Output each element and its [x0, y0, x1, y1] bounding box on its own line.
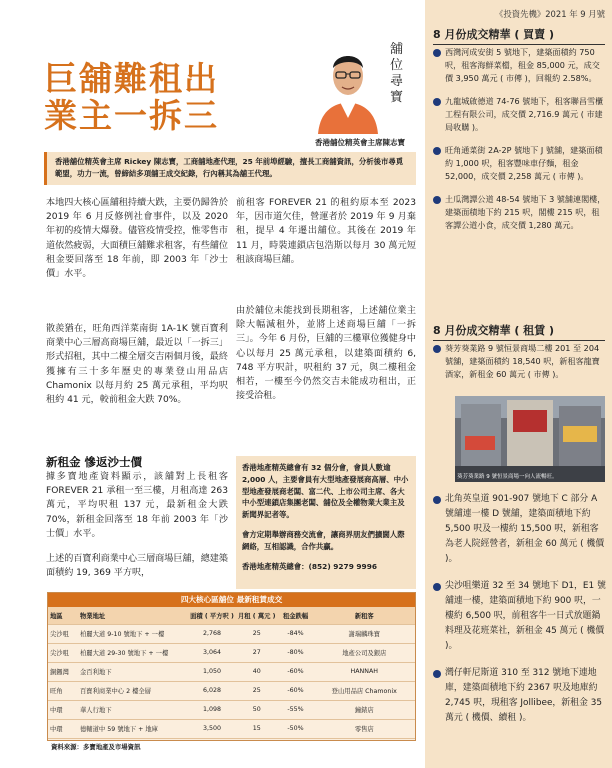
mall-photo-graphic: [455, 396, 605, 482]
table-cell: HANNAH: [314, 662, 415, 681]
article-paragraph: 前租客 FOREVER 21 的租約原本至 2023 年，因市道欠佳，營運者於 2019 年 9 月棄租，提早 4 年遷出舖位。其後在 2019 年 11 月，時裝連鎖店包浩斯以每月 30 萬元短租該商場巨舖。: [236, 198, 416, 265]
table-cell: 尖沙咀: [48, 624, 78, 643]
list-item: [433, 95, 607, 134]
table-cell: 3,500: [188, 719, 236, 738]
table-cell: 15: [236, 719, 278, 738]
table-header: 新租客: [314, 607, 415, 624]
bullet-icon: [433, 345, 441, 353]
table-cell: 2,768: [188, 624, 236, 643]
table-cell: -60%: [278, 662, 314, 681]
table-cell: 1,098: [188, 700, 236, 719]
association-ad-box: [236, 456, 416, 589]
list-item: [433, 144, 607, 183]
sidebar-column: [425, 0, 612, 768]
lease-list-top: [433, 342, 607, 381]
table-row: [48, 719, 415, 738]
list-item-text: 西灣河成安街 5 號地下，建築面積約 750 呎，租客海鮮菜檔，租金 85,000 元，成交價 3,950 萬元 ( 市傳 )，回報約 2.58%。: [445, 47, 600, 83]
article-paragraph: 由於舖位未能找到長期租客，上述舖位業主除大幅減租外，並將上述商場巨舖「一拆三」。今年 6 月份，巨舖的三樓單位獲健身中心以每月 25 萬元承租，以建築面積約 6, 748 平方呎計，呎租約 37 元，與二樓租金相若，一樓至今仍然交吉未能成功租出，正接受洽租。: [236, 306, 416, 402]
table-cell: 27: [236, 643, 278, 662]
table-cell: 德輔道中 59 號地下 + 地庫: [78, 719, 188, 738]
photo-caption: 香港舖位精英會主席陳志寶: [315, 138, 405, 147]
list-item: [433, 579, 607, 654]
intro-box: 香港舖位精英會主席 Rickey 陳志寶，工商舖地產代理，25 年前埠經驗，擅長工商舖資訊，分析後市尋覓範盟，功力一流，曾締結多項舖王成交紀錄，行內稱其為舖王代理。: [44, 152, 416, 185]
lease-table: [47, 592, 416, 751]
ad-paragraph: 會方定期舉辦商務交流會，讓商界朋友們擴闊人際網絡，互相認識，合作共贏。: [242, 529, 405, 551]
table-header: 地區: [48, 607, 78, 624]
bullet-icon: [433, 98, 441, 106]
table-cell: 50: [236, 700, 278, 719]
lease-table-grid: [48, 607, 415, 739]
lease-section-title: 8 月份成交精華 ( 租賃 ): [433, 322, 605, 341]
list-item: [433, 46, 607, 85]
list-item-text: 葵芳葵業路 9 號恒景商場二樓 201 至 204 號舖，建築面積約 18,540 呎，新租客龍寶酒家，新租金 60 萬元 ( 市傳 )。: [445, 343, 600, 379]
article-subheading: 新租金 慘返沙士價: [46, 455, 143, 469]
table-cell: 1,050: [188, 662, 236, 681]
table-header: 租金跌幅: [278, 607, 314, 624]
table-source: 資料來源：多寶地產及市場資訊: [51, 742, 141, 751]
table-cell: 柏麗大道 29-30 號地下 + 一樓: [78, 643, 188, 662]
table-cell: -55%: [278, 700, 314, 719]
headline: [44, 60, 234, 134]
table-cell: 百寶利商業中心 2 樓全層: [78, 681, 188, 700]
list-item-text: 旺角通菜街 2A-2P 號地下 J 號舖，建築面積約 1,000 呎，租客豐味車仔麵，租金 52,000，成交價 2,258 萬元 ( 市傳 )。: [445, 145, 603, 181]
table-cell: 登山用品店 Chamonix: [314, 681, 415, 700]
bullet-icon: [433, 583, 441, 591]
bullet-icon: [433, 670, 441, 678]
table-cell: -84%: [278, 624, 314, 643]
table-cell: 華人行地下: [78, 700, 188, 719]
table-header-row: [48, 607, 415, 624]
sales-list: [433, 46, 607, 232]
table-header: 物業地址: [78, 607, 188, 624]
table-cell: 金百利地下: [78, 662, 188, 681]
table-cell: 旺角: [48, 681, 78, 700]
table-cell: 中環: [48, 719, 78, 738]
article-paragraph: 上述的百寶利商業中心三層商場巨舖，總建築面積約 19, 369 平方呎，: [46, 554, 228, 579]
bullet-icon: [433, 196, 441, 204]
list-item-text: 九龍城啟德道 74-76 號地下，租客聯昌雪櫃工程有限公司，成交價 2,716.9 萬元 ( 市建局收購 )。: [445, 96, 604, 132]
article-paragraph: 據多寶地產資料顯示，該舖對上長租客 FOREVER 21 承租一至三樓，月租高達 263 萬元，平均呎租 137 元，最新租金大跌 70%，新租金回落至 18 年前 2003 年「沙士價」水平。: [46, 472, 228, 539]
table-row: [48, 643, 415, 662]
table-cell: -60%: [278, 681, 314, 700]
table-cell: -50%: [278, 719, 314, 738]
column-name-vertical: 舖位尋寶: [390, 42, 404, 105]
mall-photo: [455, 396, 605, 482]
table-cell: 銅鑼灣: [48, 662, 78, 681]
sales-section-title: 8 月份成交精華 ( 買賣 ): [433, 26, 605, 45]
headline-line-1: 巨舖難租出: [44, 59, 219, 98]
table-cell: 中環: [48, 700, 78, 719]
table-title: 四大核心區舖位 最新租賃成交: [48, 593, 415, 607]
mall-photo-caption: 葵芳葵業路 9 號恒景商場一向人流暢旺。: [457, 474, 558, 480]
list-item: [433, 342, 607, 381]
bullet-icon: [433, 147, 441, 155]
list-item-text: 尖沙咀樂道 32 至 34 號地下 D1，E1 號舖連一樓，建築面積地下約 900 呎，一樓約 6,500 呎，前租客牛一日式放題鍋料理及花班菜社，新租金 45 萬元 ( 機價 )。: [445, 581, 606, 651]
list-item-text: 灣仔軒尼斯道 310 至 312 號地下連地庫，建築面積地下約 2367 呎及地庫約 2,745 呎，現租客 Jollibee，新租金 35 萬元 ( 機價、續租 )。: [445, 668, 603, 723]
list-item: [433, 666, 607, 726]
magazine-issue: 《投資先機》2021 年 9 月號: [494, 9, 605, 19]
table-header: 月租 ( 萬元 ): [236, 607, 278, 624]
table-cell: 3,064: [188, 643, 236, 662]
table-cell: 零售店: [314, 719, 415, 738]
table-row: [48, 662, 415, 681]
table-header: 面積 ( 平方呎 ): [188, 607, 236, 624]
list-item: [433, 193, 607, 232]
bullet-icon: [433, 496, 441, 504]
headline-line-2: 業主一拆三: [44, 96, 219, 135]
list-item-text: 北角英皇道 901-907 號地下 C 部分 A 號舖連一樓 D 號舖，建築面積地下約 5,500 呎及一樓約 15,500 呎，新租客為老人院經營者，新租金 60 萬元 ( 機價 )。: [445, 494, 605, 564]
author-photo: [312, 38, 384, 134]
table-cell: 鐘錶店: [314, 700, 415, 719]
table-row: [48, 700, 415, 719]
list-item: [433, 492, 607, 567]
table-cell: 25: [236, 681, 278, 700]
table-cell: 25: [236, 624, 278, 643]
table-cell: 尖沙咀: [48, 643, 78, 662]
table-cell: 柏麗大道 9-10 號地下 + 一樓: [78, 624, 188, 643]
article-paragraph: 本地四大核心區舖租持續大跌，主要仍歸咎於 2019 年 6 月反修例社會事件，以及 2020 年初的疫情大爆發。儘管疫情受控，惟零售市道依然疲弱，大面積巨舖難求租客，有些舖位租金要回落至 18 年前，即 2003 年「沙士價」水平。: [46, 198, 228, 280]
article-paragraph: 散羨猶在，旺角西洋菜南街 1A-1K 號百寶利商業中心三層高商場巨舖，最近以「一拆三」形式招租，其中二樓全層交吉兩個月後，最終獲擁有三十多年歷史的專業登山用品店 Chamonix 以每月約 25 萬元承租，平均呎租約 41 元，較前租金大跌 70%。: [46, 324, 228, 406]
bullet-icon: [433, 49, 441, 57]
table-cell: 6,028: [188, 681, 236, 700]
table-cell: 地產公司及銀店: [314, 643, 415, 662]
list-item-text: 土瓜灣譚公道 48-54 號地下 3 號舖連閣樓，建築面積地下約 215 呎，閣樓 215 呎，租客譚公道小食，成交價 1,280 萬元。: [445, 194, 606, 230]
lease-list-bottom: [433, 492, 607, 726]
table-cell: -80%: [278, 643, 314, 662]
ad-contact: 香港地產精英總會：(852) 9279 9996: [242, 561, 377, 571]
table-cell: 謝瑞麟珠寶: [314, 624, 415, 643]
ad-paragraph: 香港地產精英總會有 32 個分會，會員人數逾 2,000 人，主要會員有大型地產發展商高層、中小型地產發展商老闆、富二代、上市公司主席、各大中小型連鎖店集團老闆、舖位及全權物業大業主及新聞界記者等。: [242, 463, 409, 520]
table-row: [48, 681, 415, 700]
table-cell: 40: [236, 662, 278, 681]
table-row: [48, 624, 415, 643]
